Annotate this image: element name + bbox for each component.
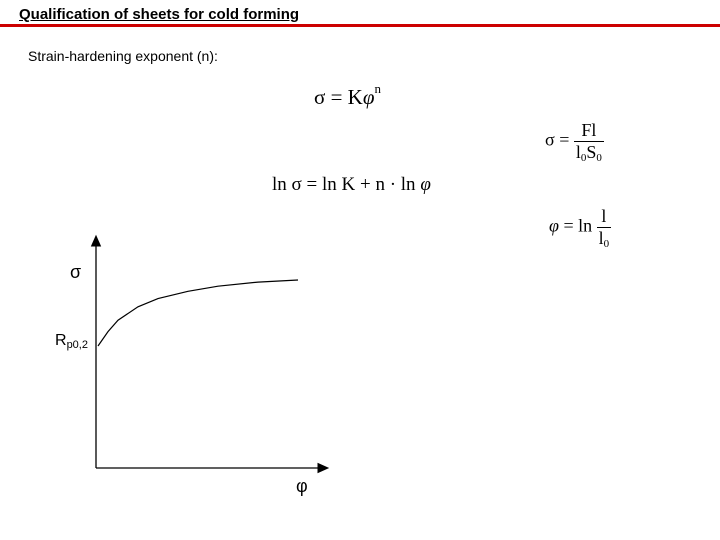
x-axis-label: φ [296,476,308,496]
power-law-var: φ [362,85,375,109]
power-law-equals: = [330,85,343,109]
stress-den-l: l [575,142,581,162]
yield-strength-label-sub: p0,2 [66,339,88,351]
power-law-coef: K [347,85,363,109]
log-form-text: ln σ = ln K + n · ln [272,174,421,195]
log-form-var: φ [420,174,431,195]
flow-curve-line [98,280,298,346]
strain-den-sub: 0 [603,238,610,250]
yield-strength-label [55,332,88,350]
stress-den-sub0: 0 [580,152,587,164]
subtitle: Strain-hardening exponent (n): [28,48,218,64]
strain-lhs-rest: = ln [558,215,593,236]
slide-title: Qualification of sheets for cold forming [19,6,300,23]
stress-den-sub1: 0 [596,152,602,164]
strain-den-l: l [598,228,604,248]
strain-lhs-var: φ [549,215,559,236]
power-law-lhs: σ [314,85,326,109]
power-law-exponent: n [374,81,381,96]
yield-strength-label-main: R [55,332,67,349]
y-axis-label: σ [70,262,82,282]
stress-lhs: σ = [545,129,570,150]
strain-numerator: l [601,206,607,226]
stress-numerator: Fl [581,120,597,140]
stress-den-s: S [586,142,597,162]
